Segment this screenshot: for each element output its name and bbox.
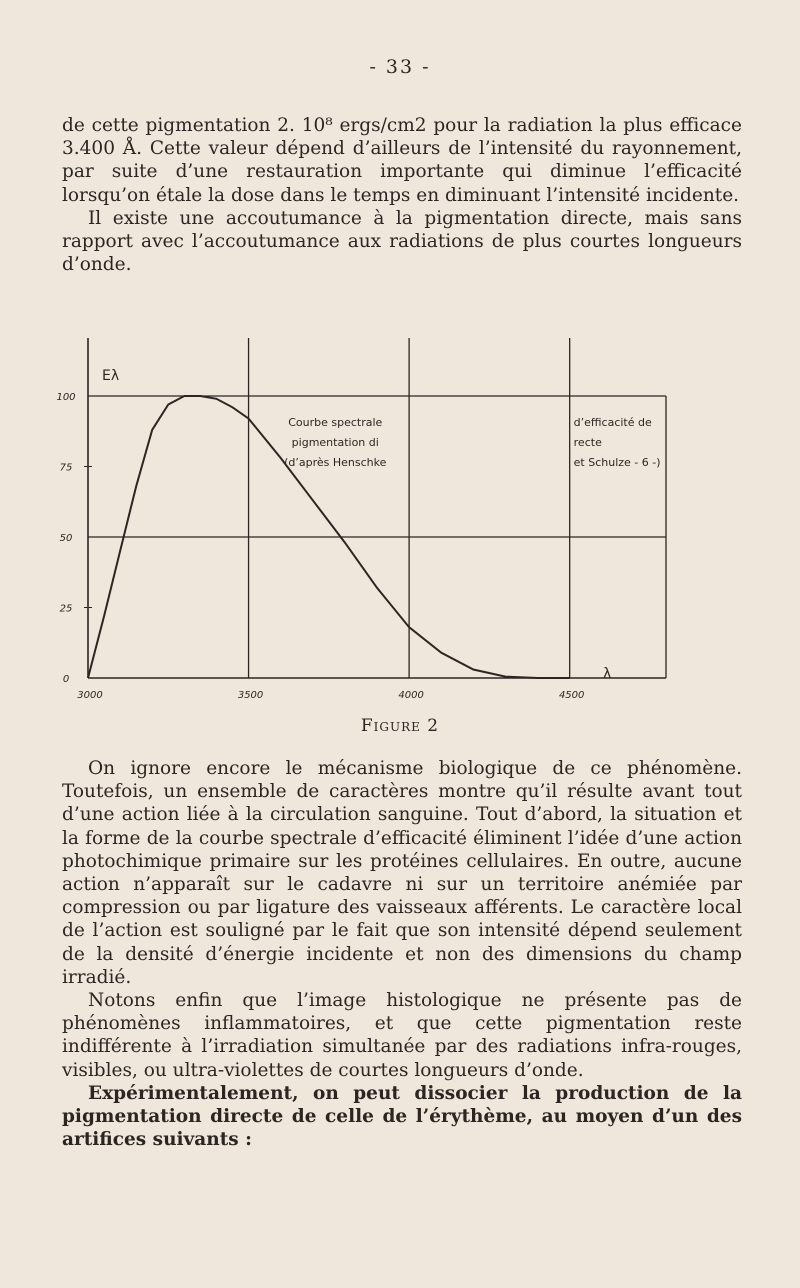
chart-grid: [84, 338, 666, 678]
x-tick-label: 4500: [558, 690, 585, 701]
x-tick-label: 4000: [398, 690, 424, 701]
y-tick-label: 75: [59, 462, 73, 474]
x-tick-label: 3000: [77, 690, 103, 701]
paragraph: Notons enfin que l’image histologique ne présente pas de phénomènes inflammatoires, et que cette pigmentation reste indifférente à l’irradiation simultanée par des radiations infra-rouges, visibles, ou ultra-violettes de courtes longueurs d’onde.: [62, 990, 742, 1081]
annotation-line: Courbe spectrale: [288, 416, 383, 429]
annotation-right: [574, 416, 661, 469]
figure-2: [0, 328, 800, 748]
annotation-line: d’efficacité de: [573, 416, 652, 429]
bottom-text: [62, 757, 742, 1151]
paragraph: On ignore encore le mécanisme biologique de ce phénomène. Toutefois, un ensemble de caractères montre qu’il résulte avant tout d’une action liée à la circulation sanguine. Tout d’abord, la situation et la forme de la courbe spectrale d’efficacité éliminent l’idée d’une action photochimique primaire sur les protéines cellulaires. En outre, aucune action n’apparaît sur le cadavre ni sur un territoire anémiée par compression ou par ligature des vaisseaux afférents. Le caractère local de l’action est souligné par le fait que son intensité dépend seulement de la densité d’énergie incidente et non des dimensions du champ irradié.: [62, 758, 742, 988]
y-tick-label: 50: [59, 533, 73, 544]
top-text: [62, 114, 742, 276]
x-axis-label: λ: [603, 666, 612, 682]
y-tick-label: 0: [62, 674, 70, 685]
annotation-line: et Schulze - 6 -): [573, 456, 661, 469]
paragraph: Expérimentalement, on peut dissocier la production de la pigmentation directe de celle de l’érythème, au moyen d’un des artifices suivants :: [62, 1082, 742, 1151]
spectral-curve-chart: [0, 328, 800, 728]
figure-caption: Figure 2: [360, 716, 440, 736]
y-axis-label: Eλ: [102, 368, 120, 384]
annotation-line: (d’après Henschke: [284, 456, 387, 469]
y-tick-label: 25: [59, 603, 73, 615]
y-tick-label: 100: [56, 392, 76, 403]
paragraph: de cette pigmentation 2. 10⁸ ergs/cm2 pour la radiation la plus efficace 3.400 Å. Cette valeur dépend d’ailleurs de l’intensité du rayonnement, par suite d’une restauration importante qui diminue l’efficacité lorsqu’on étale la dose dans le temps en diminuant l’intensité incidente.: [62, 115, 742, 206]
paragraph: Il existe une accoutumance à la pigmentation directe, mais sans rapport avec l’accoutumance aux radiations de plus courtes longueurs d’onde.: [62, 207, 742, 276]
annotation-line: pigmentation di: [291, 436, 379, 449]
annotation-line: recte: [573, 436, 602, 449]
annotation-left: [284, 416, 387, 469]
page-number: - 33 -: [369, 56, 431, 78]
x-tick-label: 3500: [237, 690, 264, 701]
